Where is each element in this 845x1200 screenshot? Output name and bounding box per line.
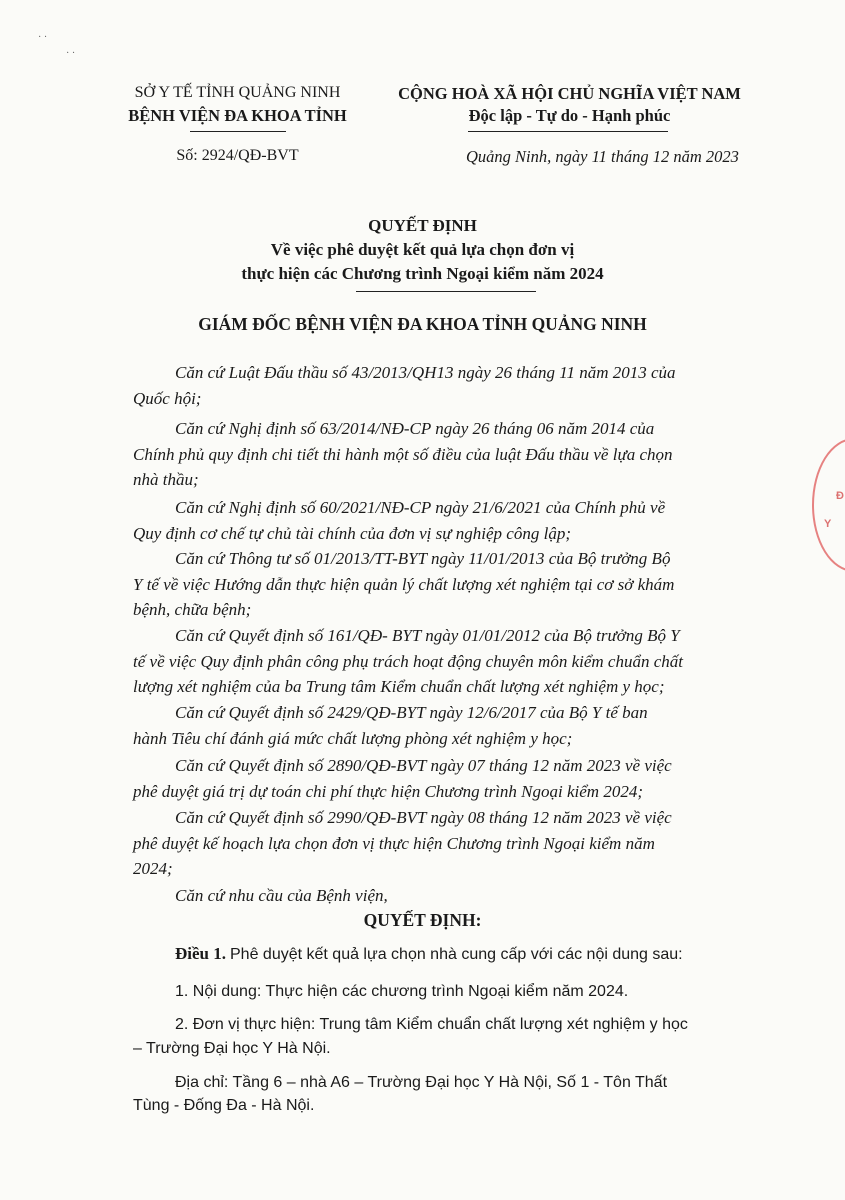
- article-1-item-1: 1. Nội dung: Thực hiện các chương trình Ngoại kiểm năm 2024.: [175, 983, 629, 1000]
- legal-basis-9: Căn cứ nhu cầu của Bệnh viện,: [175, 886, 388, 905]
- legal-basis-2: Căn cứ Nghị định số 63/2014/NĐ-CP ngày 26 tháng 06 năm 2014 của Chính phủ quy định chi tiết thi hành một số điều của luật Đấu thầu về lựa chọn nhà thầu;: [133, 419, 673, 489]
- legal-basis-4: Căn cứ Thông tư số 01/2013/TT-BYT ngày 11/01/2013 của Bộ trưởng Bộ Y tế về việc Hướng dẫn thực hiện quản lý chất lượng xét nghiệm tại cơ sở khám bệnh, chữa bệnh;: [133, 549, 675, 619]
- article-1-label: Điều 1.: [175, 944, 226, 963]
- title-underline: [356, 291, 536, 292]
- title-line-2: thực hiện các Chương trình Ngoại kiểm năm 2024: [241, 264, 604, 283]
- legal-basis-3: Căn cứ Nghị định số 60/2021/NĐ-CP ngày 21/6/2021 của Chính phủ về Quy định cơ chế tự chủ tài chính của đơn vị sự nghiệp công lập;: [133, 498, 666, 543]
- org-underline: [190, 131, 286, 132]
- motto-underline: [468, 131, 668, 132]
- scan-speck: · ·: [38, 32, 48, 43]
- legal-basis-5: Căn cứ Quyết định số 161/QĐ- BYT ngày 01/01/2012 của Bộ trưởng Bộ Y tế về việc Quy định phân công phụ trách hoạt động chuyên môn kiểm chuẩn chất lượng xét nghiệm của ba Trung tâm Kiểm chuẩn chất lượng xét nghiệm y học;: [133, 626, 683, 696]
- legal-basis-8: Căn cứ Quyết định số 2990/QĐ-BVT ngày 08 tháng 12 năm 2023 về việc phê duyệt kế hoạch lựa chọn đơn vị thực hiện Chương trình Ngoại kiểm năm 2024;: [133, 808, 672, 878]
- place-date: Quảng Ninh, ngày 11 tháng 12 năm 2023: [466, 147, 739, 166]
- decision-title: QUYẾT ĐỊNH: [368, 216, 477, 235]
- motto: Độc lập - Tự do - Hạnh phúc: [468, 106, 671, 125]
- article-1-address-line-2: Tùng - Đống Đa - Hà Nội.: [133, 1097, 315, 1114]
- decision-heading: QUYẾT ĐỊNH:: [363, 910, 482, 930]
- legal-basis-6: Căn cứ Quyết định số 2429/QĐ-BYT ngày 12/6/2017 của Bộ Y tế ban hành Tiêu chí đánh giá mức chất lượng phòng xét nghiệm y học;: [133, 703, 648, 748]
- org-name: BỆNH VIỆN ĐA KHOA TỈNH: [128, 106, 347, 125]
- article-1-item-2-line-1: 2. Đơn vị thực hiện: Trung tâm Kiểm chuẩn chất lượng xét nghiệm y học: [175, 1016, 688, 1033]
- official-stamp: Đ Y: [812, 438, 845, 572]
- org-parent: SỞ Y TẾ TỈNH QUẢNG NINH: [134, 84, 341, 101]
- article-1-text: Phê duyệt kết quả lựa chọn nhà cung cấp với các nội dung sau:: [230, 946, 683, 963]
- country-name: CỘNG HOÀ XÃ HỘI CHỦ NGHĨA VIỆT NAM: [398, 84, 741, 103]
- legal-basis-1: Căn cứ Luật Đấu thầu số 43/2013/QH13 ngày 26 tháng 11 năm 2013 của Quốc hội;: [133, 363, 676, 408]
- scan-speck: · ·: [66, 48, 76, 59]
- title-line-1: Về việc phê duyệt kết quả lựa chọn đơn vị: [270, 240, 575, 259]
- article-1-address-line-1: Địa chỉ: Tầng 6 – nhà A6 – Trường Đại học Y Hà Nội, Số 1 - Tôn Thất: [175, 1074, 668, 1091]
- doc-number: Số: 2924/QĐ-BVT: [176, 147, 299, 164]
- authority-heading: GIÁM ĐỐC BỆNH VIỆN ĐA KHOA TỈNH QUẢNG NINH: [198, 314, 647, 334]
- article-1: [175, 944, 683, 964]
- article-1-item-2-line-2: – Trường Đại học Y Hà Nội.: [133, 1040, 331, 1057]
- legal-basis-7: Căn cứ Quyết định số 2890/QĐ-BVT ngày 07 tháng 12 năm 2023 về việc phê duyệt giá trị dự toán chi phí thực hiện Chương trình Ngoại kiểm 2024;: [133, 756, 672, 801]
